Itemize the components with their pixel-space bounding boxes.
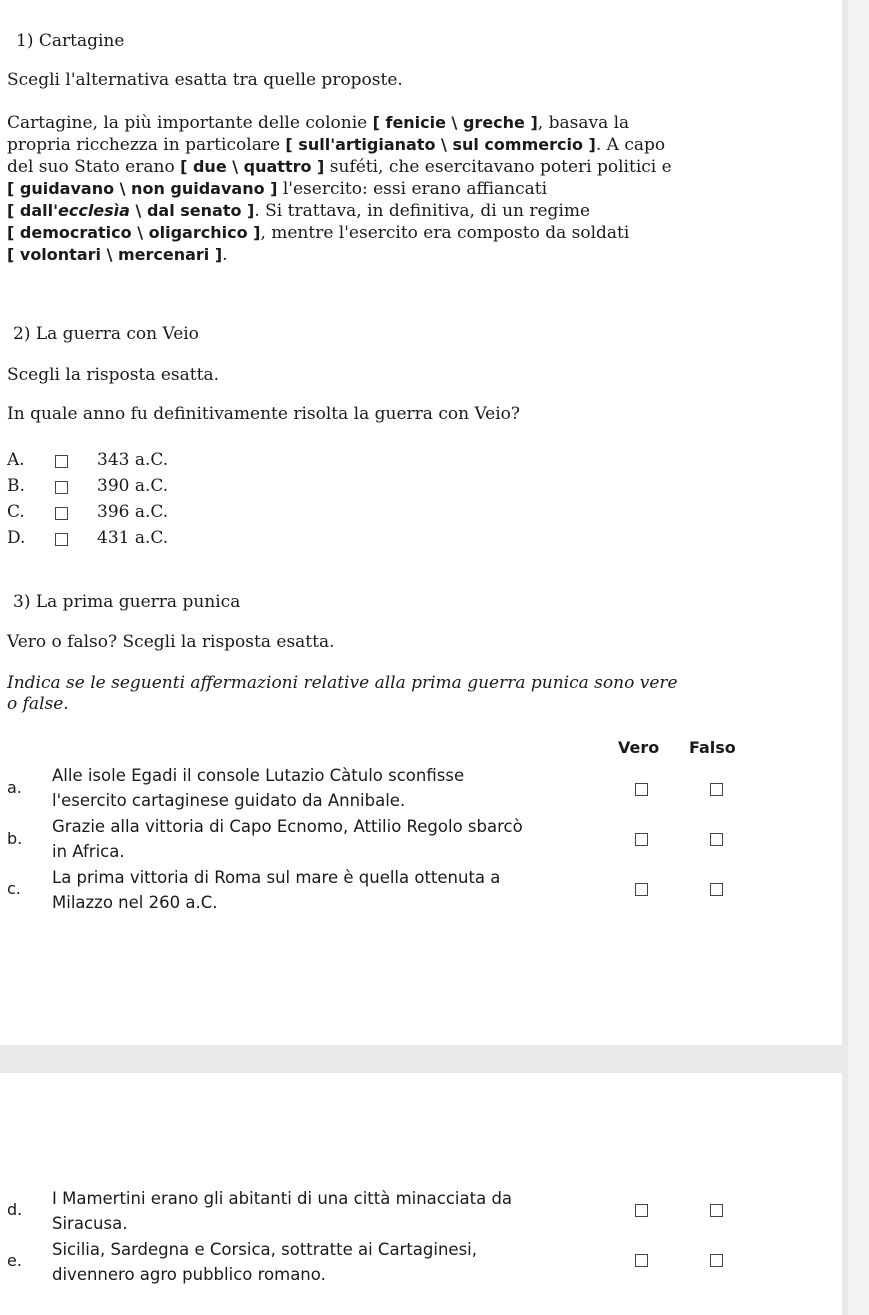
q2-option-letter: A. [7, 450, 25, 470]
viewer-scroll-track[interactable] [848, 0, 869, 1315]
col-header-vero: Vero [618, 738, 660, 757]
q1-text-segment: l'esercito: essi erano affiancati [277, 179, 548, 199]
q3-row-b-falso-checkbox[interactable] [710, 833, 723, 846]
q3-row-c-statement [52, 865, 500, 915]
q1-text-segment: , mentre l'esercito era composto da soldati [260, 223, 630, 243]
q3-row-b-statement [52, 814, 523, 864]
q3-row-e-falso-checkbox[interactable] [710, 1254, 723, 1267]
statement-line: Grazie alla vittoria di Capo Ecnomo, Attilio Regolo sbarcò [52, 817, 523, 836]
q1-cloze-paragraph [7, 112, 767, 266]
statement-line: l'esercito cartaginese guidato da Annibale. [52, 791, 406, 810]
col-header-falso: Falso [689, 738, 736, 757]
q1-choice-bracket: [ dall' [7, 201, 58, 220]
q2-question: In quale anno fu definitivamente risolta la guerra con Veio? [7, 404, 521, 424]
q1-paragraph-line [7, 244, 767, 266]
q3-row-a-vero-checkbox[interactable] [635, 783, 648, 796]
q3-row-b-vero-checkbox[interactable] [635, 833, 648, 846]
statement-line: Milazzo nel 260 a.C. [52, 893, 218, 912]
q2-option-value: 431 a.C. [97, 528, 169, 548]
q2-option-d-checkbox[interactable] [55, 533, 68, 546]
q3-row-e-vero-checkbox[interactable] [635, 1254, 648, 1267]
q3-row-c-falso-checkbox[interactable] [710, 883, 723, 896]
q1-choice-bracket: [ volontari \ mercenari ] [7, 245, 223, 264]
q2-option-c-checkbox[interactable] [55, 507, 68, 520]
q1-text-segment: suféti, che esercitavano poteri politici e [324, 157, 672, 177]
q1-text-segment: , basava la [537, 113, 630, 133]
q2-option-letter: C. [7, 502, 25, 522]
statement-line: I Mamertini erano gli abitanti di una città minacciata da [52, 1189, 513, 1208]
q1-choice-bracket: [ fenicie \ greche ] [372, 113, 538, 132]
q1-paragraph-line [7, 134, 767, 156]
q2-instruction: Scegli la risposta esatta. [7, 365, 219, 385]
q3-row-letter: b. [7, 829, 23, 848]
statement-line: Sicilia, Sardegna e Corsica, sottratte ai Cartaginesi, [52, 1240, 478, 1259]
q1-text-segment: . A capo [595, 135, 666, 155]
q1-choice-bracket: [ guidavano \ non guidavano ] [7, 179, 278, 198]
q3-row-d-falso-checkbox[interactable] [710, 1204, 723, 1217]
q2-option-a-checkbox[interactable] [55, 455, 68, 468]
statement-line: Alle isole Egadi il console Lutazio Càtulo sconfisse [52, 766, 465, 785]
q2-option-letter: D. [7, 528, 26, 548]
q1-text-segment: propria ricchezza in particolare [7, 135, 286, 155]
q3-title: 3) La prima guerra punica [13, 592, 241, 612]
q1-paragraph-line [7, 222, 767, 244]
q1-text-segment: . [222, 245, 228, 265]
q3-row-e-statement [52, 1237, 477, 1287]
q3-row-letter: c. [7, 879, 21, 898]
q1-choice-bracket: [ sull'artigianato \ sul commercio ] [285, 135, 596, 154]
q1-paragraph-line [7, 156, 767, 178]
q3-row-a-falso-checkbox[interactable] [710, 783, 723, 796]
q3-prompt-line2: o false. [7, 694, 69, 714]
q1-paragraph-line [7, 112, 767, 134]
q3-row-c-vero-checkbox[interactable] [635, 883, 648, 896]
q2-title: 2) La guerra con Veio [13, 324, 199, 344]
q3-row-letter: e. [7, 1251, 22, 1270]
q3-prompt-line1: Indica se le seguenti affermazioni relative alla prima guerra punica sono vere [7, 673, 678, 693]
q1-choice-bracket: [ democratico \ oligarchico ] [7, 223, 261, 242]
q3-row-d-vero-checkbox[interactable] [635, 1204, 648, 1217]
q3-row-a-statement [52, 763, 464, 813]
q1-text-segment: . Si trattava, in definitiva, di un regime [254, 201, 591, 221]
q3-row-letter: a. [7, 778, 22, 797]
q2-option-value: 343 a.C. [97, 450, 169, 470]
q3-row-letter: d. [7, 1200, 23, 1219]
statement-line: La prima vittoria di Roma sul mare è quella ottenuta a [52, 868, 501, 887]
q2-option-value: 396 a.C. [97, 502, 169, 522]
q1-instruction: Scegli l'alternativa esatta tra quelle proposte. [7, 70, 403, 90]
document-page-2 [0, 1073, 842, 1315]
q1-choice-bracket: [ due \ quattro ] [180, 157, 325, 176]
q1-choice-bracket-italic [58, 201, 130, 220]
q1-choice-bracket: \ dal senato ] [129, 201, 255, 220]
statement-line: in Africa. [52, 842, 125, 861]
q2-option-b-checkbox[interactable] [55, 481, 68, 494]
q3-instruction: Vero o falso? Scegli la risposta esatta. [7, 632, 335, 652]
q1-title: 1) Cartagine [16, 31, 125, 51]
q3-row-d-statement [52, 1186, 512, 1236]
q2-option-value: 390 a.C. [97, 476, 169, 496]
q1-italic-term: ecclesìa [58, 201, 130, 220]
q1-paragraph-line [7, 178, 767, 200]
statement-line: Siracusa. [52, 1214, 128, 1233]
q1-text-segment: del suo Stato erano [7, 157, 181, 177]
statement-line: divennero agro pubblico romano. [52, 1265, 326, 1284]
q1-text-segment: Cartagine, la più importante delle colonie [7, 113, 373, 133]
q1-paragraph-line [7, 200, 767, 222]
q2-option-letter: B. [7, 476, 25, 496]
